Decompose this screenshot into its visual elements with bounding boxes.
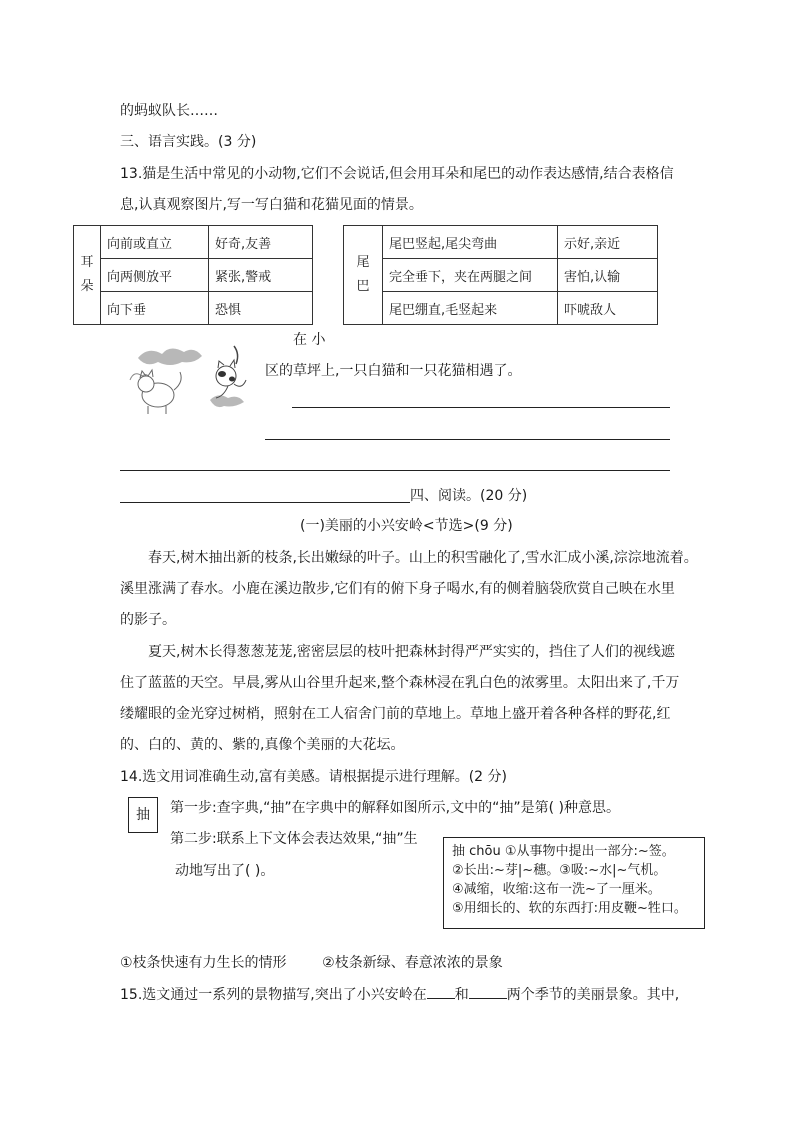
dictionary-box: [443, 837, 705, 929]
table-cell: 紧张,警戒: [209, 259, 313, 292]
table-row: [74, 292, 313, 325]
table-cell: 完全垂下，夹在两腿之间: [383, 259, 558, 292]
passage-line: 的、白的、黄的、紫的,真像个美丽的大花坛。: [120, 737, 405, 753]
writing-line[interactable]: [120, 502, 410, 503]
table-cell: 吓唬敌人: [558, 292, 658, 325]
q14-title: 14.选文用词准确生动,富有美感。请根据提示进行理解。(2 分): [120, 769, 507, 785]
q13-line-1: 13.猫是生活中常见的小动物,它们不会说话,但会用耳朵和尾巴的动作表达感情,结合表格信: [120, 166, 674, 182]
table-cell: 尾巴绷直,毛竖起来: [383, 292, 558, 325]
passage-line: 溪里涨满了春水。小鹿在溪边散步,它们有的俯下身子喝水,有的侧着脑袋欣赏自己映在水里: [120, 581, 675, 597]
table-cell: 好奇,友善: [209, 226, 313, 259]
section-4-title: 四、阅读。(20 分): [410, 488, 528, 504]
q15-blank-1[interactable]: [427, 984, 455, 999]
q13-prompt-b: 区的草坪上,一只白猫和一只花猫相遇了。: [265, 363, 522, 379]
writing-line[interactable]: [265, 439, 670, 440]
q14-step-2b: 动地写出了( )。: [175, 863, 275, 879]
q15-pre: 15.选文通过一系列的景物描写,突出了小兴安岭在: [120, 987, 427, 1003]
dict-line: 抽 chōu ①从事物中提出一部分:~签。: [452, 844, 675, 859]
passage-title: (一)美丽的小兴安岭<节选>(9 分): [300, 518, 513, 534]
table-row: [344, 259, 658, 292]
q14-step-2a: 第二步:联系上下文体会表达效果,“抽”生: [170, 831, 418, 847]
passage-line: 的影子。: [120, 612, 176, 628]
table-cell: 示好,亲近: [558, 226, 658, 259]
q15-post: 两个季节的美丽景象。其中,: [506, 987, 680, 1003]
writing-line[interactable]: [292, 407, 670, 408]
cats-illustration: [118, 340, 258, 422]
q15-mid: 和: [454, 987, 469, 1003]
table-cell: 向下垂: [101, 292, 209, 325]
passage-line: 住了蓝蓝的天空。早晨,雾从山谷里升起来,整个森林浸在乳白色的浓雾里。太阳出来了,千万: [120, 675, 680, 691]
intro-tail: 的蚂蚁队长……: [120, 103, 218, 119]
table-cell: 向两侧放平: [101, 259, 209, 292]
table-row: [344, 292, 658, 325]
q14-options: ①枝条快速有力生长的情形 ②枝条新绿、春意浓浓的景象: [120, 955, 503, 971]
table-row: [74, 226, 313, 259]
q15-blank-2[interactable]: [469, 984, 507, 999]
dict-line: ④减缩，收缩:这布一洗~了一厘米。: [452, 882, 661, 897]
dict-line: ②长出:~芽|~穗。③吸:~水|~气机。: [452, 863, 667, 878]
passage-line: 夏天,树木长得葱葱茏茏,密密层层的枝叶把森林封得严严实实的，挡住了人们的视线遮: [148, 644, 675, 660]
table-row: [344, 226, 658, 259]
table-cell: 尾巴竖起,尾尖弯曲: [383, 226, 558, 259]
table-cell: 害怕,认输: [558, 259, 658, 292]
q13-prompt-a: 在 小: [293, 332, 326, 348]
q14-step-1: 第一步:查字典,“抽”在字典中的解释如图所示,文中的“抽”是第( )种意思。: [170, 800, 621, 816]
q13-line-2: 息,认真观察图片,写一写白猫和花猫见面的情景。: [120, 197, 423, 213]
table-cell: 向前或直立: [101, 226, 209, 259]
section-3-title: 三、语言实践。(3 分): [120, 134, 257, 150]
passage-line: 缕耀眼的金光穿过树梢，照射在工人宿舍门前的草地上。草地上盛开着各种各样的野花,红: [120, 706, 671, 722]
table-cell: 恐惧: [209, 292, 313, 325]
tail-table-header: 尾 巴: [344, 226, 383, 325]
tail-table: [343, 225, 658, 325]
ear-table: [73, 225, 313, 325]
dict-line: ⑤用细长的、软的东西打:用皮鞭~牲口。: [452, 901, 687, 916]
passage-line: 春天,树木抽出新的枝条,长出嫩绿的叶子。山上的积雪融化了,雪水汇成小溪,淙淙地流着。: [148, 550, 698, 566]
writing-line[interactable]: [120, 470, 670, 471]
table-row: [74, 259, 313, 292]
q15: [120, 984, 679, 1005]
char-box: 抽: [128, 797, 158, 833]
ear-table-header: 耳 朵: [74, 226, 101, 325]
